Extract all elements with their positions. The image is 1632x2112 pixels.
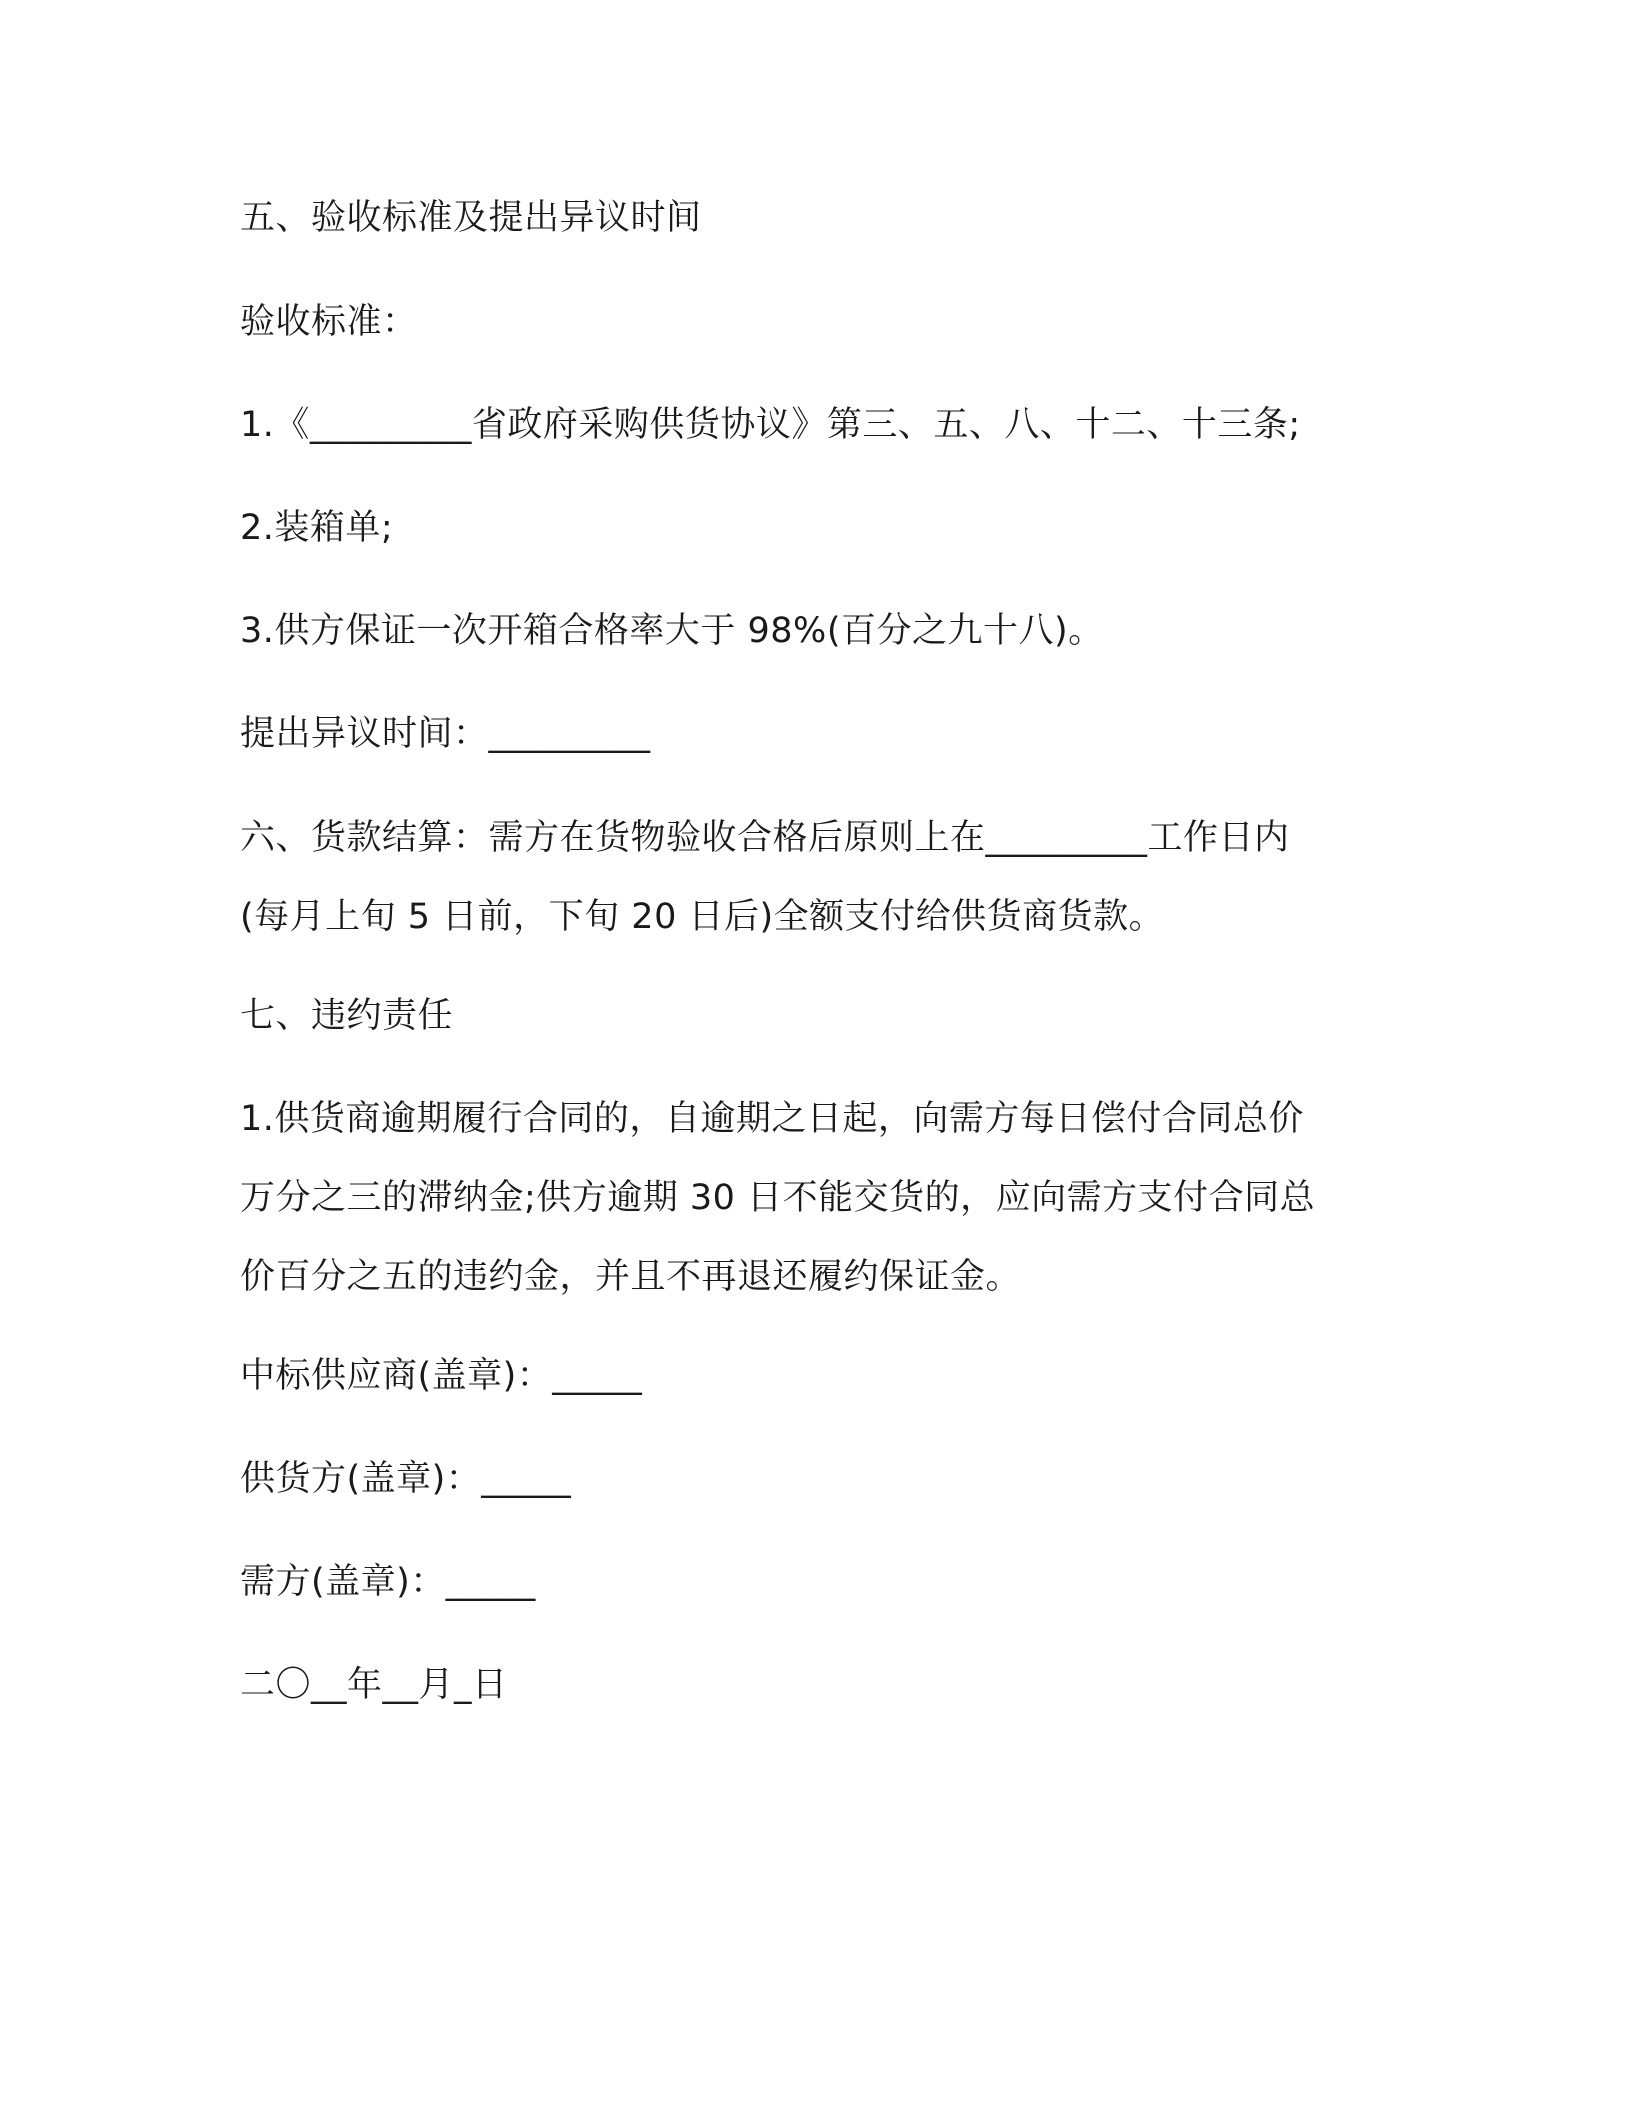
liability-line-3: 价百分之五的违约金，并且不再退还履约保证金。 <box>240 1257 1022 1297</box>
section-6-line-1: 六、货款结算：需方在货物验收合格后原则上在_________工作日内 <box>240 818 1290 858</box>
section-5-heading: 五、验收标准及提出异议时间 <box>240 198 702 238</box>
liability-line-1: 1.供货商逾期履行合同的，自逾期之日起，向需方每日偿付合同总价 <box>240 1099 1304 1139</box>
section-6-payment <box>240 799 1380 957</box>
liability-clause-1 <box>240 1080 1380 1317</box>
winning-supplier-seal-line: 中标供应商(盖章)：_____ <box>240 1356 643 1396</box>
section-6-line-2: (每月上旬 5 日前，下旬 20 日后)全额支付给供货商货款。 <box>240 897 1165 937</box>
acceptance-standard-label: 验收标准： <box>240 302 418 342</box>
acceptance-item-1: 1.《_________省政府采购供货协议》第三、五、八、十二、十三条; <box>240 405 1301 445</box>
objection-time-line: 提出异议时间：_________ <box>240 714 651 754</box>
section-7-heading: 七、违约责任 <box>240 996 454 1036</box>
supplier-seal-line: 供货方(盖章)：_____ <box>240 1459 572 1499</box>
acceptance-item-3: 3.供方保证一次开箱合格率大于 98%(百分之九十八)。 <box>240 611 1104 651</box>
acceptance-item-2: 2.装箱单; <box>240 508 394 548</box>
liability-line-2: 万分之三的滞纳金;供方逾期 30 日不能交货的，应向需方支付合同总 <box>240 1178 1316 1218</box>
buyer-seal-line: 需方(盖章)：_____ <box>240 1562 536 1602</box>
date-line: 二〇__年__月_日 <box>240 1665 508 1705</box>
